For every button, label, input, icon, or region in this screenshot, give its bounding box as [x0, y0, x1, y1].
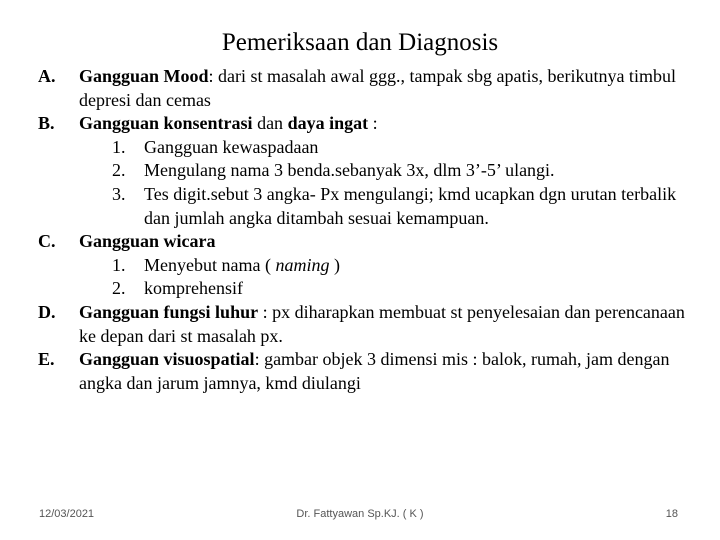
- list-item: [79, 254, 690, 278]
- section-body: :: [368, 113, 378, 134]
- section-heading: Gangguan Mood: [79, 66, 209, 86]
- section-text: [79, 230, 690, 254]
- section-connector: dan: [252, 113, 288, 134]
- slide-content: [38, 65, 690, 395]
- section-c: [38, 230, 690, 254]
- section-heading-2: daya ingat: [287, 113, 369, 134]
- section-d: [38, 301, 690, 348]
- list-item: [79, 159, 690, 183]
- item-text: [144, 254, 690, 278]
- item-text: Mengulang nama 3 benda.sebanyak 3x, dlm 3’-5’ ulangi.: [144, 160, 555, 181]
- footer-author: Dr. Fattyawan Sp.KJ. ( K ): [296, 508, 424, 520]
- section-letter: A.: [38, 66, 56, 86]
- item-text: komprehensif: [144, 278, 243, 299]
- item-number: 3.: [112, 183, 126, 204]
- section-text: [79, 112, 690, 136]
- section-body: : gambar objek 3 dimensi mis : balok, rumah, jam dengan angka dan jarum jamnya, kmd diulangi: [79, 349, 670, 393]
- section-letter: C.: [38, 231, 56, 252]
- list-item: [79, 277, 690, 301]
- section-letter: D.: [38, 301, 56, 322]
- section-heading: Gangguan wicara: [79, 231, 216, 252]
- item-number: 1.: [112, 254, 126, 275]
- item-text: Tes digit.sebut 3 angka- Px mengulangi; kmd ucapkan dgn urutan terbalik dan jumlah angka ditambah sesuai kemampuan.: [144, 183, 677, 228]
- section-letter: B.: [38, 113, 55, 134]
- footer-date: 12/03/2021: [39, 508, 95, 520]
- section-e: [38, 348, 690, 395]
- list-item: [79, 136, 690, 160]
- section-heading: Gangguan visuospatial: [79, 349, 255, 370]
- item-number: 1.: [112, 136, 126, 157]
- item-text-post: ): [329, 254, 340, 275]
- item-text-pre: Menyebut nama (: [144, 254, 276, 275]
- item-number: 2.: [112, 278, 126, 299]
- item-number: 2.: [112, 160, 126, 181]
- section-body: : px diharapkan membuat st penyelesaian dan perencanaan ke depan dari st masalah px.: [79, 301, 685, 346]
- section-text: [79, 65, 690, 112]
- footer-page-number: 18: [665, 508, 678, 520]
- slide-title: Pemeriksaan dan Diagnosis: [221, 29, 499, 56]
- list-item: [79, 183, 690, 230]
- section-heading: Gangguan fungsi luhur: [79, 301, 259, 322]
- section-letter: E.: [38, 349, 55, 370]
- section-a: [38, 65, 690, 112]
- section-text: [79, 348, 690, 395]
- section-body: : dari st masalah awal ggg., tampak sbg apatis, berikutnya timbul depresi dan cemas: [79, 66, 676, 110]
- item-text-italic: naming: [275, 254, 330, 275]
- section-b: [38, 112, 690, 136]
- section-heading: Gangguan konsentrasi: [79, 113, 253, 134]
- item-text: Gangguan kewaspadaan: [144, 136, 319, 157]
- section-text: [79, 301, 690, 348]
